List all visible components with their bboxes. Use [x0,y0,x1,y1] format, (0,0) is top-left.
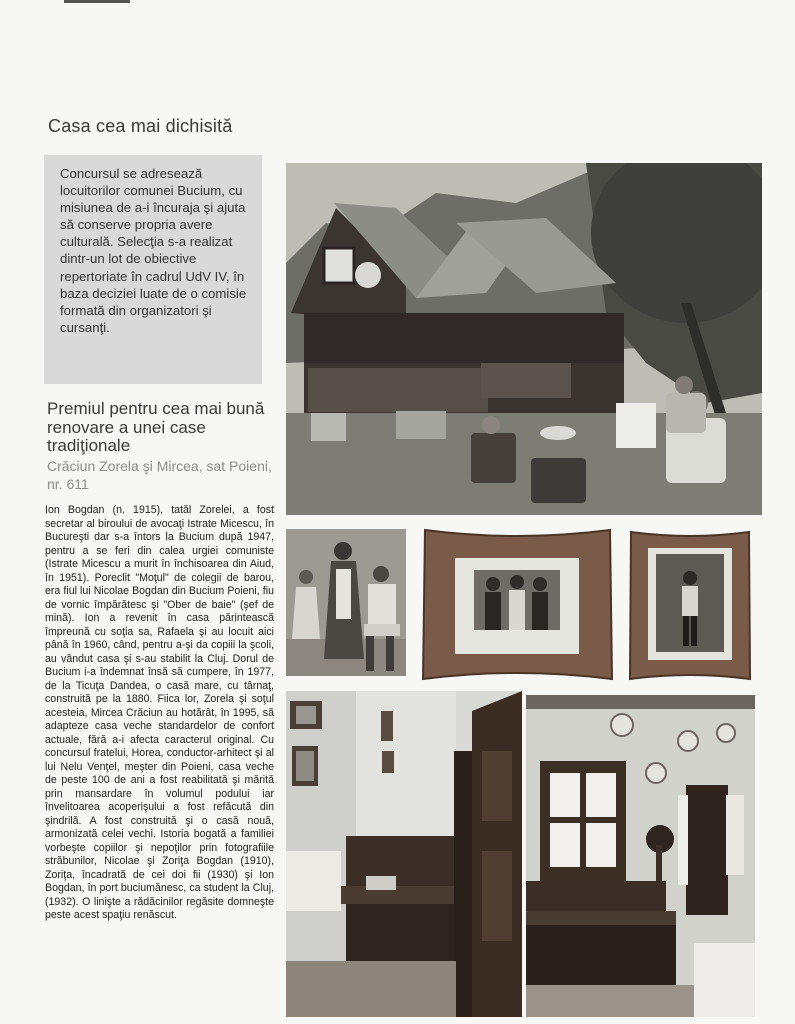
interior-door-bench-photo [286,691,522,1017]
framed-photo-three-people [419,526,616,683]
article-body: Ion Bogdan (n. 1915), tatăl Zorelei, a fost secretar al biroului de avocaţi Istrate Micescu, în Bucureşti dar s-a întors la Bucium după 1947, pentru a se feri din calea urgiei comuniste (Istrate Micescu a murit în închisoarea din Aiud, în 1951). Poreclit "Moţul" de colegii de barou, era fiul lui Nicolae Bogdan din Bucium Poieni, fiu de vornic împărătesc şi "Ober de baie" (şef de mină). Ion a revenit în casa părintească împreună cu soţia sa, Rafaela şi au locuit aici până în 1960, când, pentru a-şi da copiii la şcoli, au vândut casa şi s-au stabilit la Cluj. Dorul de Bucium i-a îndemnat însă să cumpere, în 1977, de la Ticuţa Dandea, o casă mare, cu târnaţ, construită pe la 1880. Fiica lor, Zorela şi soţul acesteia, Mircea Crăciun au hotărât, în 1995, să adapteze casa veche standardelor de confort actuale, fără a-i afecta caracterul original. Cu concursul fratelui, Horea, conductor-arhitect şi al lui Nelu Venţel, meşter din Poieni, casa veche de peste 100 de ani a fost reabilitată şi mărită prin mansardare în volumul podului iar învelitoarea acoperişului a fost refăcută din şindrilă. A fost construită şi o casă nouă, armonizată celei vechi. Istoria bogată a familiei vorbeşte copiilor şi nepoţilor prin fotografiile străbunilor, Nicolae şi Zoriţa Bogdan (1910), Zoriţa, încadrată de cei doi fii (1930) şi Ion Bogdan, în port buciumănesc, ca student la Cluj, (1932). O linişte a rădăcinilor regăsite domneşte peste acest spaţiu renăscut. [45,504,274,921]
framed-photo-student [626,526,754,683]
award-title: Premiul pentru cea mai bună renovare a unei case tradiţionale [47,399,265,455]
interior-window-plates-photo [526,695,755,1017]
award-subtitle: Crăciun Zorela şi Mircea, sat Poieni, nr. 611 [47,458,272,492]
intro-text: Concursul se adresează locuitorilor comunei Bucium, cu misiunea de a-i încuraja şi ajuta să conserve propria avere culturală. Selecţia s-a realizat dintr-un lot de obiective repertoriate în cadrul UdV IV, în baza deciziei luate de o comisie formată din organizatori şi cursanţi. [60,166,247,335]
family-portrait-photo [286,529,406,676]
intro-box [44,155,262,384]
house-photo [286,163,762,515]
section-title: Casa cea mai dichisită [48,116,233,136]
top-edge-mark [64,0,130,3]
